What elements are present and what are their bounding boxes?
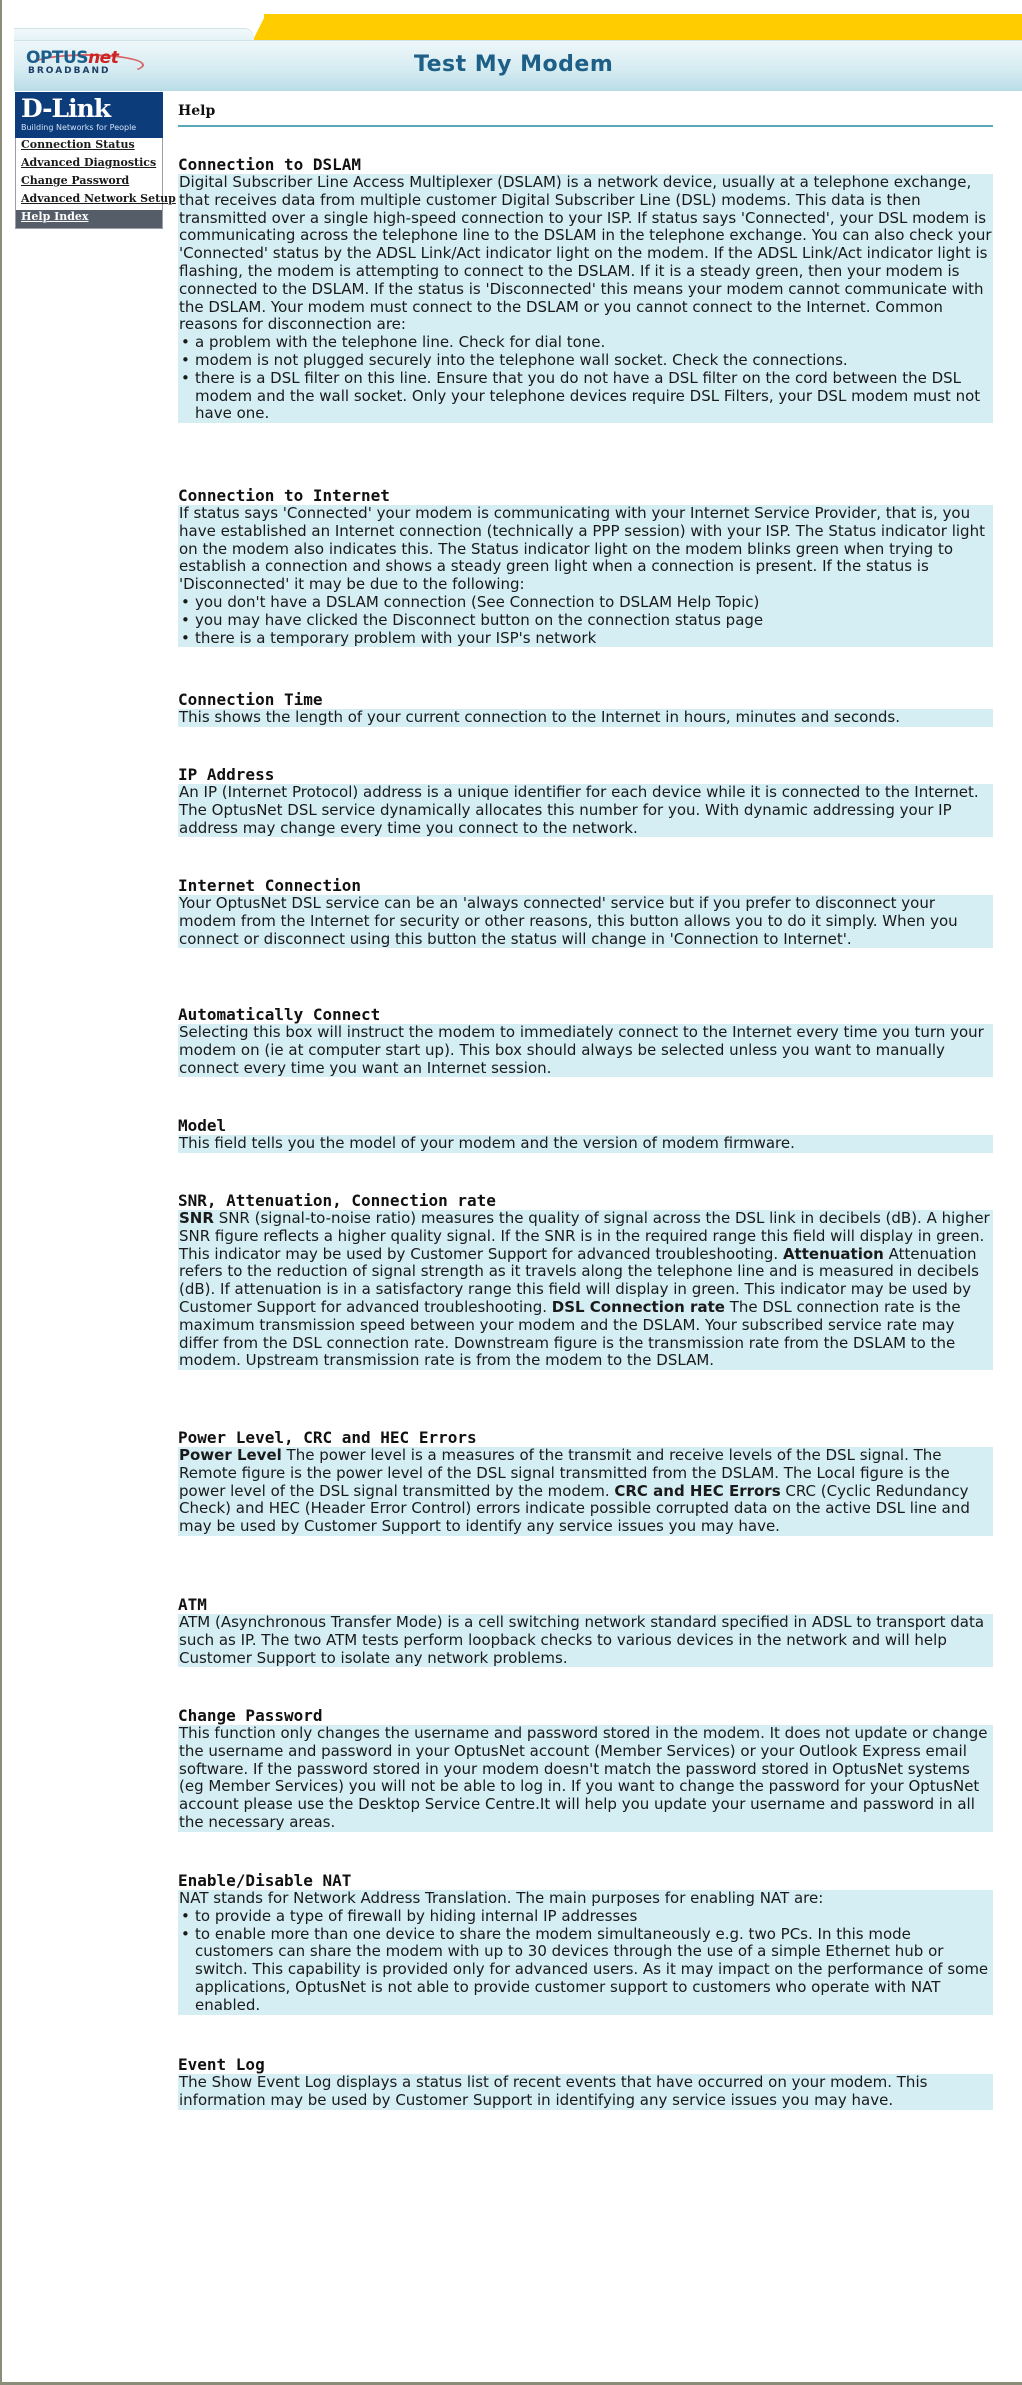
logo-subtitle: BROADBAND (28, 66, 111, 76)
section-title: Internet Connection (178, 876, 362, 895)
sidebar-item-advanced-diagnostics[interactable]: Advanced Diagnostics (21, 156, 157, 169)
logo-net-text: net (88, 48, 119, 68)
section-bullet-list (179, 594, 992, 647)
section-title: Automatically Connect (178, 1005, 381, 1024)
help-section-enable-disable-nat (178, 1871, 993, 2015)
section-body: Selecting this box will instruct the modem to immediately connect to the Internet every time you turn your modem on (ie at computer start up). This box should always be selected unless you want to manually connect every time you want an Internet session. (178, 1024, 993, 1077)
section-body (178, 1890, 993, 2015)
section-body (178, 174, 993, 423)
help-section-event-log (178, 2055, 993, 2110)
section-body (178, 505, 993, 647)
help-section-power-level (178, 1428, 993, 1536)
help-section-connection-to-dslam (178, 155, 993, 423)
section-title: Enable/Disable NAT (178, 1871, 352, 1890)
list-item: • there is a temporary problem with your ISP's network (179, 630, 992, 648)
help-section-change-password (178, 1706, 993, 1832)
section-title: Event Log (178, 2055, 265, 2074)
list-item: • modem is not plugged securely into the telephone wall socket. Check the connections. (179, 352, 992, 370)
page-header (2, 0, 1022, 92)
section-body: An IP (Internet Protocol) address is a unique identifier for each device while it is connected to the Internet. The OptusNet DSL service dynamically allocates this number for you. With dynamic addressing your IP address may change every time you connect to the network. (178, 784, 993, 837)
sidebar-item-connection-status[interactable]: Connection Status (21, 138, 135, 151)
list-item: • you don't have a DSLAM connection (See Connection to DSLAM Help Topic) (179, 594, 992, 612)
header-gold-bar (264, 14, 1022, 42)
crc-hec-text: CRC (Cyclic Redundancy Check) and HEC (Header Error Control) errors indicate possible corrupted data on the active DSL line and may be used by Customer Support to identify any service issues you may have. (179, 1481, 970, 1536)
sidebar-item-help-index[interactable]: Help Index (16, 210, 162, 228)
help-section-internet-connection (178, 876, 993, 948)
list-item: • a problem with the telephone line. Check for dial tone. (179, 334, 992, 352)
help-section-atm (178, 1595, 993, 1667)
power-level-keyword: Power Level (179, 1446, 282, 1464)
section-body: Your OptusNet DSL service can be an 'always connected' service but if you prefer to disconnect your modem from the Internet for security or other reasons, this button allows you to do it simply. When you connect or disconnect using this button the status will change in 'Connection to Internet'. (178, 895, 993, 948)
section-title: Change Password (178, 1706, 323, 1725)
list-item: • to provide a type of firewall by hiding internal IP addresses (179, 1908, 992, 1926)
section-title: SNR, Attenuation, Connection rate (178, 1191, 496, 1210)
section-title: ATM (178, 1595, 207, 1614)
connection-rate-text: The DSL connection rate is the maximum transmission speed between your modem and the DSLAM. Your subscribed service rate may differ from the DSL connection rate. Downstream figure is the transmission rate from the DSLAM to the modem. Upstream transmission rate is from the modem to the DSLAM. (179, 1297, 961, 1370)
help-section-connection-to-internet (178, 486, 993, 647)
section-text: NAT stands for Network Address Translation. The main purposes for enabling NAT are: (179, 1889, 824, 1907)
help-section-snr-attenuation (178, 1191, 993, 1370)
list-item: • there is a DSL filter on this line. Ensure that you do not have a DSL filter on the cord between the DSL modem and the wall socket. Only your telephone devices require DSL Filters, your DSL modem must not have one. (179, 370, 992, 423)
help-heading: Help (178, 103, 993, 127)
section-title: Model (178, 1116, 227, 1135)
window-left-border (0, 0, 2, 2385)
section-text: If status says 'Connected' your modem is communicating with your Internet Service Provider, that is, you have established an Internet connection (technically a PPP session) with your ISP. The Status indicator light on the modem also indicates this. The Status indicator light on the modem blinks green when trying to establish a connection and shows a steady green light when a connection is present. If the status is 'Disconnected' it may be due to the following: (179, 504, 985, 594)
section-title: Power Level, CRC and HEC Errors (178, 1428, 477, 1447)
section-body: This shows the length of your current connection to the Internet in hours, minutes and seconds. (178, 709, 993, 727)
section-body: This field tells you the model of your modem and the version of modem firmware. (178, 1135, 993, 1153)
section-body: The Show Event Log displays a status list of recent events that have occurred on your modem. This information may be used by Customer Support in identifying any service issues you may have. (178, 2074, 993, 2110)
snr-keyword: SNR (179, 1209, 214, 1227)
section-body: ATM (Asynchronous Transfer Mode) is a cell switching network standard specified in ADSL to transport data such as IP. The two ATM tests perform loopback checks to various devices in the network and will help Customer Support to isolate any network problems. (178, 1614, 993, 1667)
section-bullet-list (179, 1908, 992, 2015)
help-section-model (178, 1116, 993, 1153)
crc-hec-keyword: CRC and HEC Errors (614, 1481, 781, 1500)
dlink-tagline: Building Networks for People (21, 123, 137, 132)
page-title: Test My Modem (414, 52, 614, 77)
sidebar-nav (15, 138, 176, 229)
optusnet-logo (26, 48, 146, 82)
section-body (178, 1447, 993, 1536)
sidebar-item-advanced-network-setup[interactable]: Advanced Network Setup (21, 192, 176, 205)
power-level-text: The power level is a measures of the transmit and receive levels of the DSL signal. The Remote figure is the power level of the DSL signal transmitted from the DSLAM. The Local figure is the power level of the DSL signal transmitted by the modem. (179, 1446, 950, 1500)
help-section-automatically-connect (178, 1005, 993, 1077)
connection-rate-keyword: DSL Connection rate (551, 1297, 725, 1316)
section-body (178, 1210, 993, 1370)
section-title: Connection Time (178, 690, 323, 709)
help-section-ip-address (178, 765, 993, 837)
section-title: Connection to Internet (178, 486, 390, 505)
help-content (178, 103, 993, 2109)
dlink-brand: D-Link (21, 94, 111, 123)
list-item: • to enable more than one device to share the modem simultaneously e.g. two PCs. In this mode customers can share the modem with up to 30 devices through the use of a simple Ethernet hub or switch. This capability is provided only for advanced users. As it may impact on the performance of some applications, OptusNet is not able to provide customer support to customers who operate with NAT enabled. (179, 1926, 992, 2015)
list-item: • you may have clicked the Disconnect button on the connection status page (179, 612, 992, 630)
sidebar (15, 92, 176, 229)
attenuation-keyword: Attenuation (782, 1244, 884, 1263)
help-section-connection-time (178, 690, 993, 727)
attenuation-text: Attenuation refers to the reduction of signal strength as it travels along the telephone line and is measured in decibels (dB). If attenuation is in a satisfactory range this field will display in green. This indicator may be used by Customer Support for advanced troubleshooting. (179, 1244, 979, 1316)
sidebar-item-change-password[interactable]: Change Password (21, 174, 130, 187)
section-text: Digital Subscriber Line Access Multiplexer (DSLAM) is a network device, usually at a telephone exchange, that receives data from multiple customer Digital Subscriber Line (DSL) modems. This data is then transmitted over a single high-speed connection to your ISP. If status says 'Connected', your DSL modem is communicating across the telephone line to the DSLAM in the telephone exchange. You can also check your 'Connected' status by the ADSL Link/Act indicator light on the modem. If the ADSL Link/Act indicator light is flashing, the modem is attempting to connect to the DSLAM. If it is a steady green, then your modem is connected to the DSLAM. If the status is 'Disconnected' this means your modem cannot communicate with the DSLAM. Your modem must connect to the DSLAM or you cannot connect to the Internet. Common reasons for disconnection are: (179, 173, 992, 334)
dlink-logo (15, 92, 163, 138)
section-bullet-list (179, 334, 992, 423)
snr-text: SNR (signal-to-noise ratio) measures the quality of signal across the DSL link in decibels (dB). A higher SNR figure reflects a higher quality signal. If the SNR is in the required range this field will display in green. This indicator may be used by Customer Support for advanced troubleshooting. (179, 1209, 990, 1263)
section-title: IP Address (178, 765, 275, 784)
logo-text: OPTUS (26, 48, 89, 68)
section-body: This function only changes the username and password stored in the modem. It does not update or change the username and password in your OptusNet account (Member Services) or your Outlook Express email software. If the password stored in your modem doesn't match the password stored in OptusNet systems (eg Member Services) you will not be able to log in. If you want to change the password for your OptusNet account please use the Desktop Service Centre.It will help you update your username and password in all the necessary areas. (178, 1725, 993, 1832)
section-title: Connection to DSLAM (178, 155, 362, 174)
